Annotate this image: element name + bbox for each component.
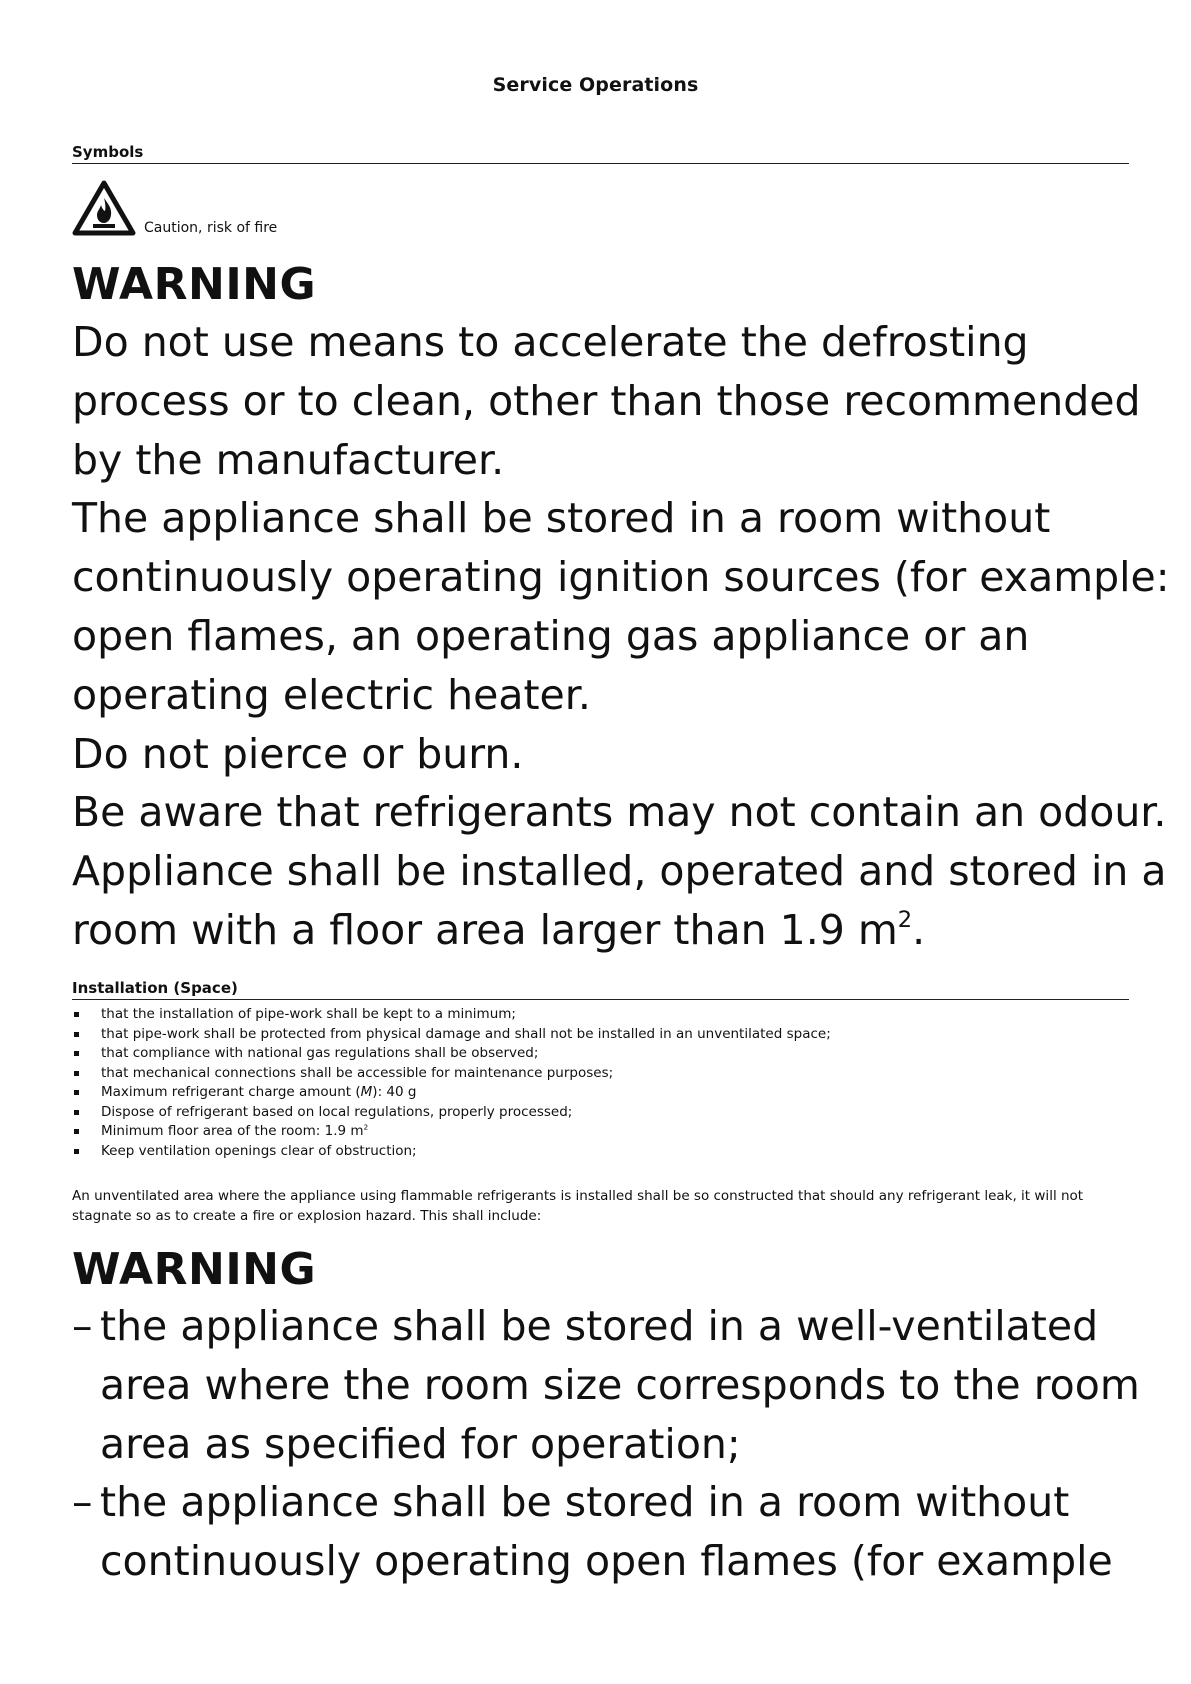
dash-list-item — [72, 1473, 1172, 1591]
list-item: that pipe-work shall be protected from physical damage and shall not be installed in an unventilated space; — [72, 1025, 1132, 1045]
list-item-floor-area — [72, 1122, 1132, 1142]
charge-symbol: M — [360, 1084, 373, 1100]
line-suffix: . — [912, 905, 926, 954]
superscript: 2 — [363, 1122, 369, 1132]
dash-line: – the appliance shall be stored in a well-ventilated — [100, 1302, 1099, 1350]
dash-line: – the appliance shall be stored in a room without — [100, 1478, 1070, 1527]
warning-line: The appliance shall be stored in a room without — [72, 494, 1051, 543]
warning-line: Be aware that refrigerants may not contain an odour. — [72, 788, 1167, 837]
warning-line: Appliance shall be installed, operated and stored in a — [72, 847, 1167, 896]
warning-dash-list — [72, 1297, 1172, 1591]
warning-text — [72, 313, 1170, 960]
list-item: Keep ventilation openings clear of obstruction; — [72, 1142, 1132, 1162]
warning-line: operating electric heater. — [72, 670, 591, 719]
installation-paragraph: An unventilated area where the appliance using flammable refrigerants is installed shall be so constructed that should any refrigerant leak, it will not stagnate so as to create a fire or explosion hazard. This shall include: — [72, 1188, 1084, 1224]
dash-line: area as specified for operation; — [100, 1419, 741, 1468]
symbol-row — [72, 180, 472, 240]
warning-line: continuously operating ignition sources (for example: — [72, 553, 1170, 602]
list-item: that mechanical connections shall be accessible for maintenance purposes; — [72, 1064, 1132, 1084]
warning-line-floor-area — [72, 901, 1152, 960]
symbol-caption: Caution, risk of fire — [144, 220, 278, 236]
installation-bullet-list — [72, 1005, 1132, 1161]
superscript: 2 — [897, 907, 913, 934]
warning-line: by the manufacturer. — [72, 435, 505, 484]
list-item-charge — [72, 1083, 1132, 1103]
dash-list-item — [72, 1297, 1172, 1473]
fire-warning-icon — [72, 180, 136, 236]
warning-line: process or to clean, other than those recommended — [72, 376, 1141, 425]
charge-prefix: Maximum refrigerant charge amount ( — [101, 1084, 361, 1100]
list-item: that the installation of pipe-work shall be kept to a minimum; — [72, 1005, 1132, 1025]
floor-area-text: Minimum floor area of the room: 1.9 m — [101, 1123, 364, 1139]
charge-suffix: ): 40 g — [372, 1084, 417, 1100]
dash-line: area where the room size corresponds to the room — [100, 1360, 1140, 1409]
list-item: Dispose of refrigerant based on local regulations, properly processed; — [72, 1103, 1132, 1123]
dash-line: continuously operating open flames (for example — [100, 1537, 1113, 1586]
list-item: that compliance with national gas regulations shall be observed; — [72, 1044, 1132, 1064]
warning-line-text: room with a floor area larger than 1.9 m — [72, 905, 898, 954]
warning-heading: WARNING — [72, 259, 317, 310]
installation-section-title: Installation (Space) — [72, 979, 1129, 1000]
warning-heading: WARNING — [72, 1244, 317, 1295]
warning-line: Do not pierce or burn. — [72, 729, 524, 778]
warning-line: Do not use means to accelerate the defrosting — [72, 318, 1029, 366]
symbols-section-title: Symbols — [72, 143, 1129, 164]
page-header-title: Service Operations — [492, 74, 699, 96]
warning-line: open flames, an operating gas appliance or an — [72, 611, 1030, 660]
